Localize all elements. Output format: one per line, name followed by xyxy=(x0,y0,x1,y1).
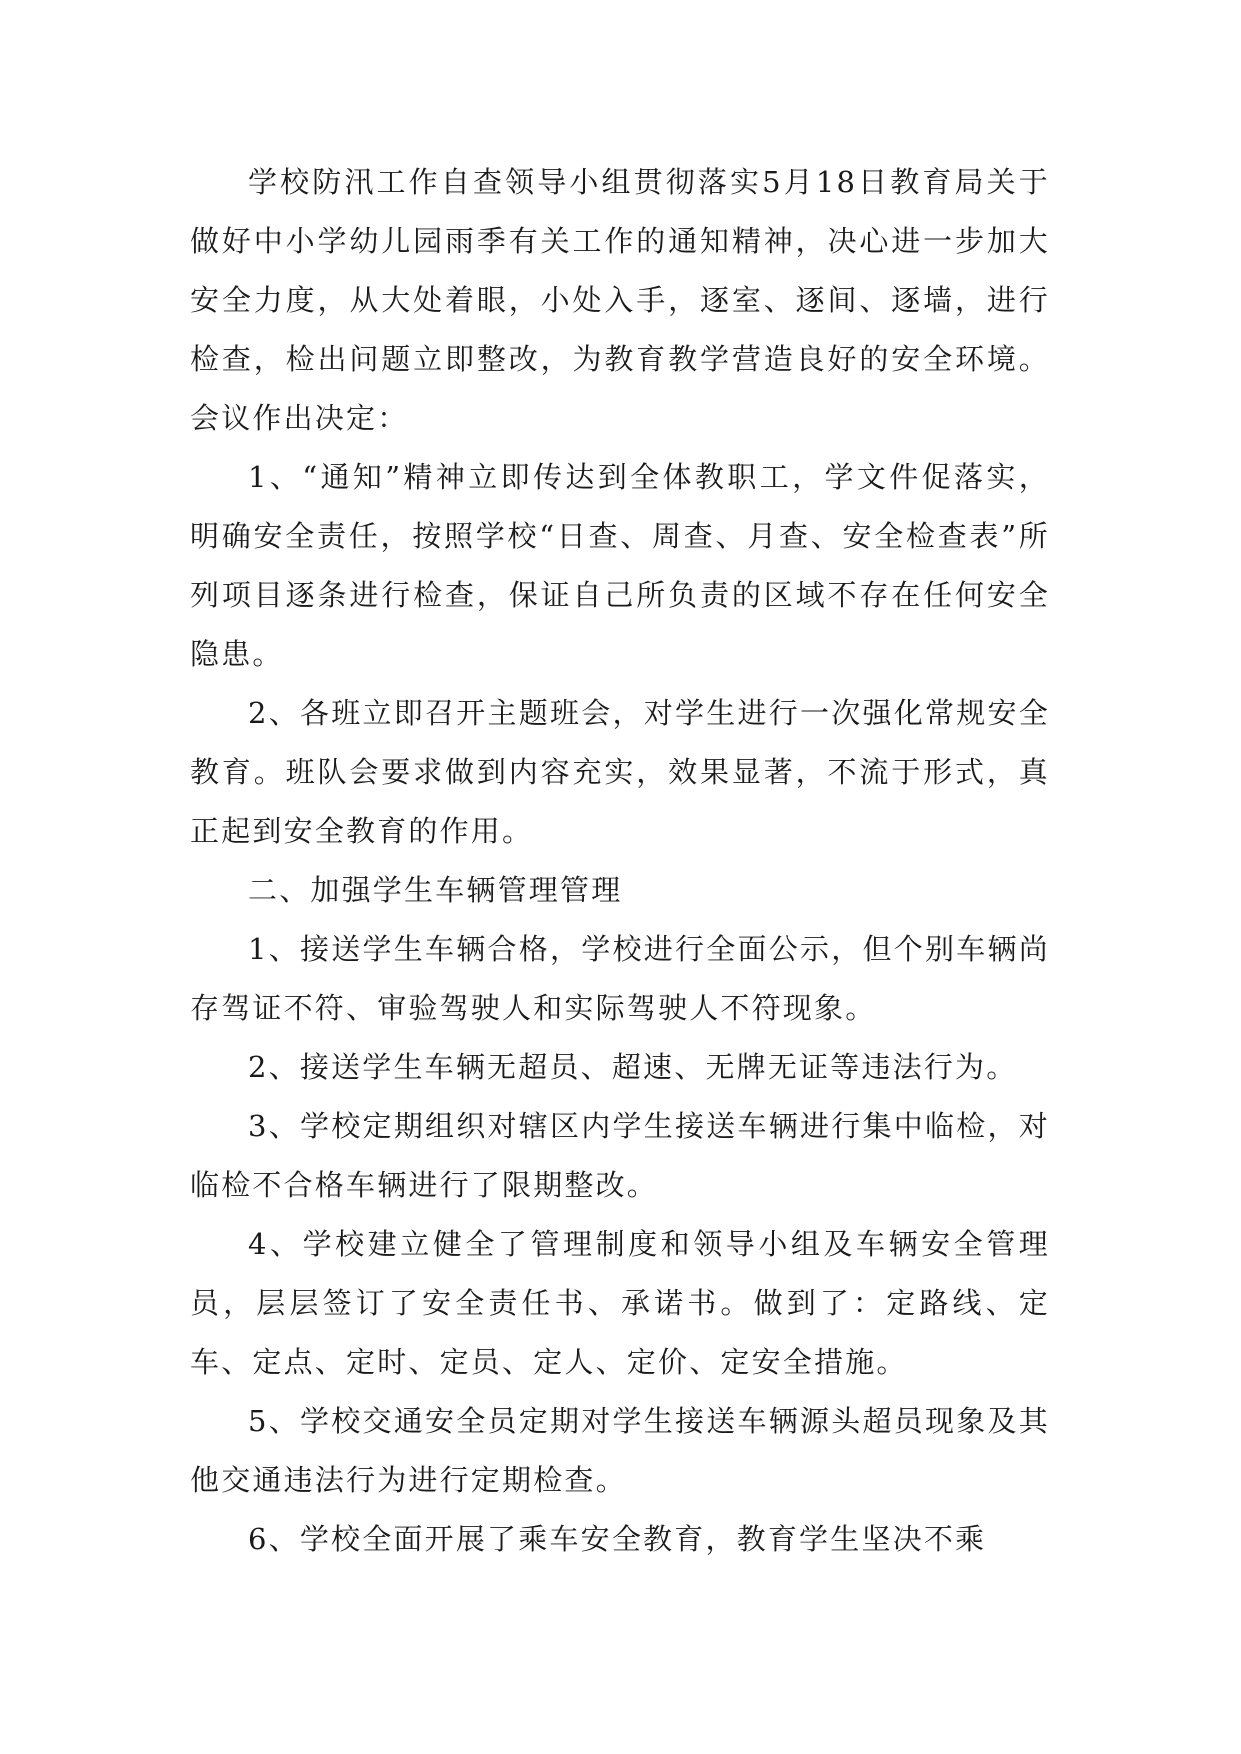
paragraph-item-1: 1、“通知”精神立即传达到全体教职工，学文件促落实，明确安全责任，按照学校“日查、周查、月查、安全检查表”所列项目逐条进行检查，保证自己所负责的区域不存在任何安全隐患。 xyxy=(190,460,1050,671)
paragraph-vehicle-item-3: 3、学校定期组织对辖区内学生接送车辆进行集中临检，对临检不合格车辆进行了限期整改。 xyxy=(190,1109,1050,1202)
paragraph-vehicle-item-4: 4、学校建立健全了管理制度和领导小组及车辆安全管理员，层层签订了安全责任书、承诺书。做到了：定路线、定车、定点、定时、定员、定人、定价、定安全措施。 xyxy=(190,1227,1050,1379)
section-heading-vehicle-management: 二、加强学生车辆管理管理 xyxy=(248,873,623,907)
paragraph-item-2: 2、各班立即召开主题班会，对学生进行一次强化常规安全教育。班队会要求做到内容充实，效果显著，不流于形式，真正起到安全教育的作用。 xyxy=(190,696,1050,848)
paragraph-intro: 学校防汛工作自查领导小组贯彻落实5月18日教育局关于做好中小学幼儿园雨季有关工作的通知精神，决心进一步加大安全力度，从大处着眼，小处入手，逐室、逐间、逐墙，进行检查，检出问题立即整改，为教育教学营造良好的安全环境。会议作出决定： xyxy=(190,165,1050,435)
document-body xyxy=(190,153,1050,1569)
paragraph-vehicle-item-5: 5、学校交通安全员定期对学生接送车辆源头超员现象及其他交通违法行为进行定期检查。 xyxy=(190,1404,1050,1497)
paragraph-vehicle-item-1: 1、接送学生车辆合格，学校进行全面公示，但个别车辆尚存驾证不符、审验驾驶人和实际驾驶人不符现象。 xyxy=(190,932,1050,1025)
paragraph-vehicle-item-2: 2、接送学生车辆无超员、超速、无牌无证等违法行为。 xyxy=(248,1050,1018,1084)
paragraph-vehicle-item-6: 6、学校全面开展了乘车安全教育，教育学生坚决不乘 xyxy=(248,1522,987,1556)
